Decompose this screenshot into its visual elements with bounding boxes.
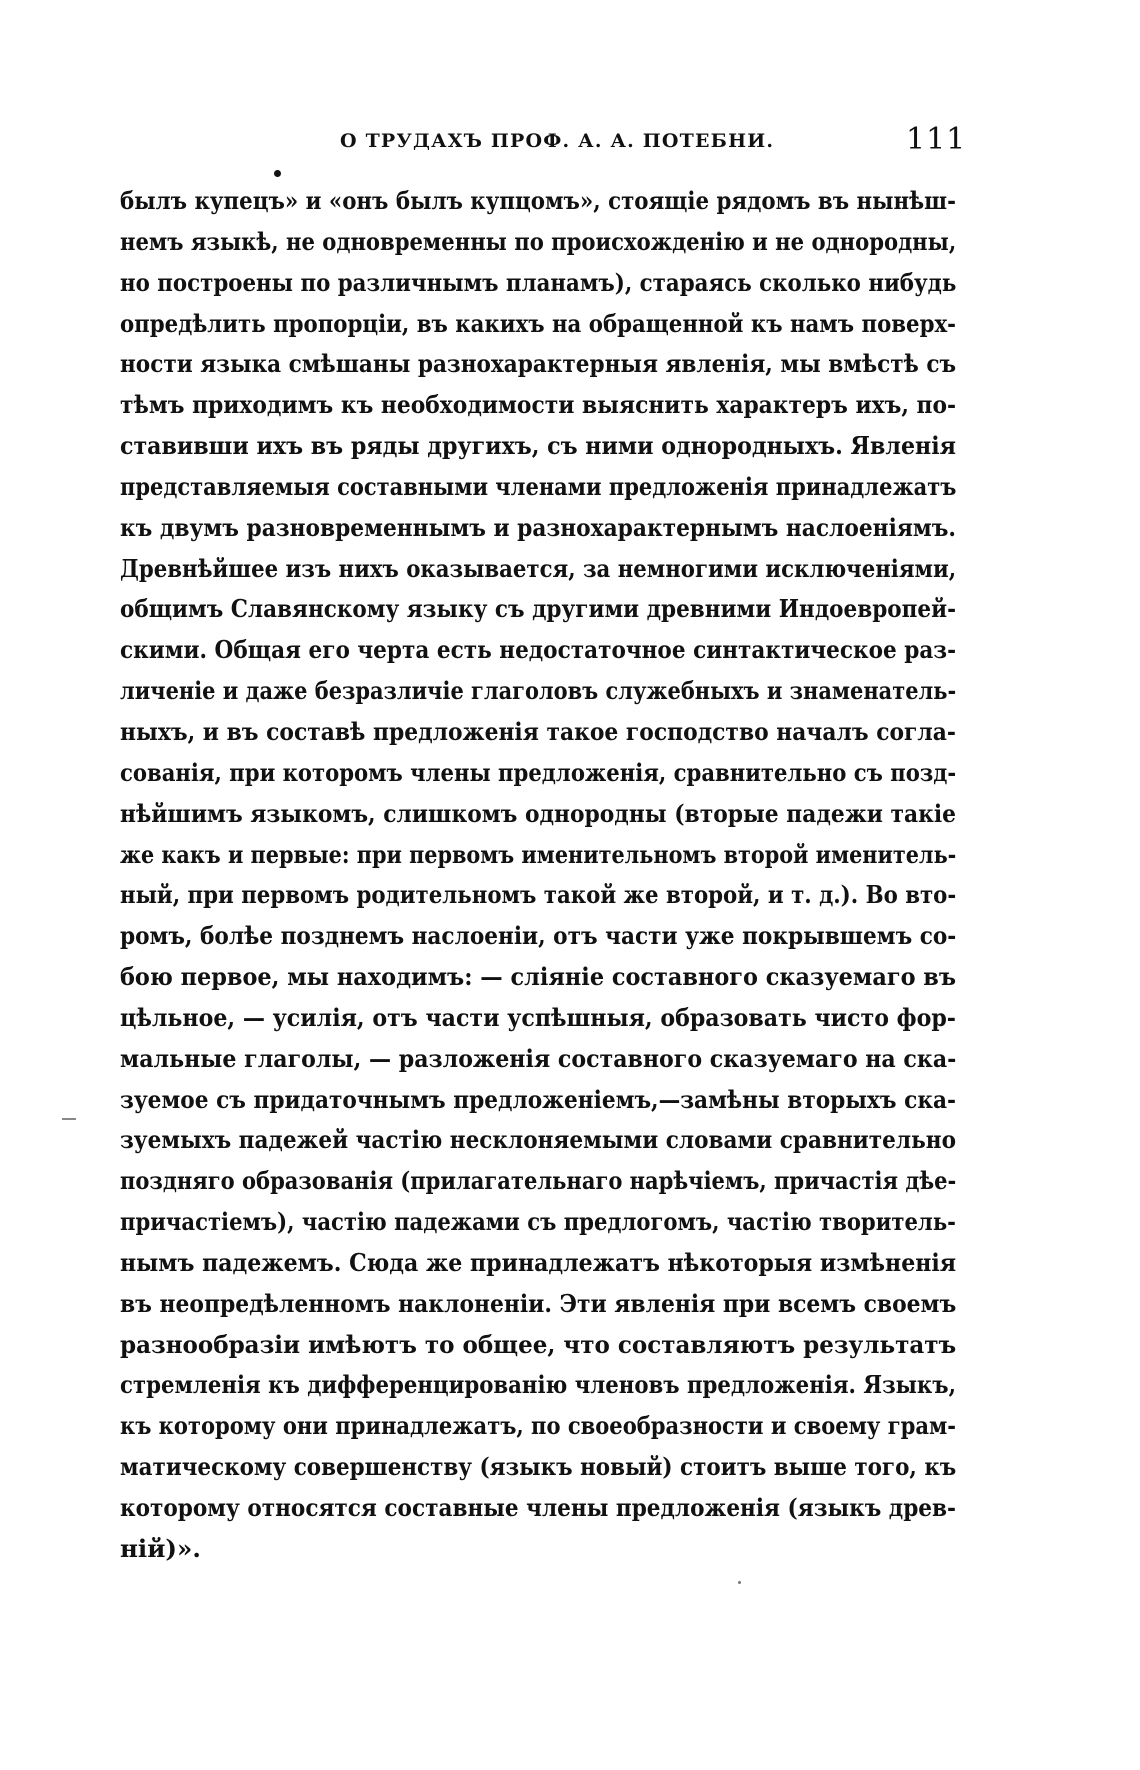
text-line: нымъ падежемъ. Сюда же принадлежатъ нѣкоторыя измѣненія	[120, 1247, 957, 1277]
paper-speck	[738, 1581, 741, 1584]
text-line: Древнѣйшее изъ нихъ оказывается, за немногими исключеніями,	[120, 553, 957, 583]
text-line: ности языка смѣшаны разнохарактерныя явленія, мы вмѣстѣ съ	[120, 349, 957, 379]
text-line: поздняго образованія (прилагательнаго нарѣчіемъ, причастія дѣе-	[120, 1166, 957, 1196]
text-line: разнообразіи имѣютъ то общее, что составляютъ результатъ	[120, 1329, 957, 1359]
page-number: 111	[906, 122, 967, 157]
text-line: ромъ, болѣе позднемъ наслоеніи, отъ части уже покрывшемъ со-	[120, 921, 957, 951]
text-line: общимъ Славянскому языку съ другими древними Индоевропей-	[120, 594, 957, 624]
body-text	[120, 181, 956, 1570]
text-line: матическому совершенству (языкъ новый) стоитъ выше того, къ	[120, 1452, 957, 1482]
print-dot-mark	[274, 170, 281, 177]
text-line: зуемыхъ падежей частію несклоняемыми словами сравнительно	[120, 1125, 956, 1155]
text-line: немъ языкѣ, не одновременны по происхожденію и не однородны,	[120, 226, 957, 256]
text-line: ныхъ, и въ составѣ предложенія такое господство началъ согла-	[120, 716, 956, 746]
text-line: къ которому они принадлежатъ, по своеобразности и своему грам-	[120, 1411, 957, 1441]
text-line: нѣйшимъ языкомъ, слишкомъ однородны (вторые падежи такіе	[120, 798, 957, 828]
margin-mark	[62, 1118, 76, 1120]
text-line: ставивши ихъ въ ряды другихъ, съ ними однородныхъ. Явленія	[120, 431, 956, 461]
text-line: же какъ и первые: при первомъ именительномъ второй именитель-	[120, 839, 957, 869]
text-line: бою первое, мы находимъ: — сліяніе составного сказуемаго въ	[120, 962, 957, 992]
text-line-final: ній)».	[120, 1533, 201, 1563]
text-line: причастіемъ), частію падежами съ предлогомъ, частію творитель-	[120, 1207, 956, 1237]
running-title: О ТРУДАХЪ ПРОФ. А. А. ПОТЕБНИ.	[340, 130, 775, 152]
text-line: тѣмъ приходимъ къ необходимости выяснить характеръ ихъ, по-	[120, 390, 957, 420]
text-line: сованія, при которомъ члены предложенія, сравнительно съ позд-	[120, 757, 957, 787]
text-line: но построены по различнымъ планамъ), стараясь сколько нибудь	[120, 267, 957, 297]
text-line: зуемое съ придаточнымъ предложеніемъ,—замѣны вторыхъ ска-	[120, 1084, 956, 1114]
text-line: цѣльное, — усилія, отъ части успѣшныя, образовать чисто фор-	[120, 1002, 956, 1032]
text-line: въ неопредѣленномъ наклоненіи. Эти явленія при всемъ своемъ	[120, 1288, 957, 1318]
text-line: опредѣлить пропорціи, въ какихъ на обращенной къ намъ поверх-	[120, 308, 956, 338]
text-line: которому относятся составные члены предложенія (языкъ древ-	[120, 1493, 956, 1522]
text-line: ный, при первомъ родительномъ такой же второй, и т. д.). Во вто-	[120, 880, 957, 910]
text-line: стремленія къ дифференцированію членовъ предложенія. Языкъ,	[120, 1370, 956, 1400]
text-line: къ двумъ разновременнымъ и разнохарактернымъ наслоеніямъ.	[120, 512, 956, 542]
text-line: былъ купецъ» и «онъ былъ купцомъ», стоящіе рядомъ въ нынѣш-	[120, 186, 956, 215]
text-line: личеніе и даже безразличіе глаголовъ служебныхъ и знаменатель-	[120, 676, 957, 706]
text-line: мальные глаголы, — разложенія составного сказуемаго на ска-	[120, 1043, 957, 1073]
text-line: скими. Общая его черта есть недостаточное синтактическое раз-	[120, 635, 957, 665]
text-line: представляемыя составными членами предложенія принадлежатъ	[120, 471, 957, 501]
